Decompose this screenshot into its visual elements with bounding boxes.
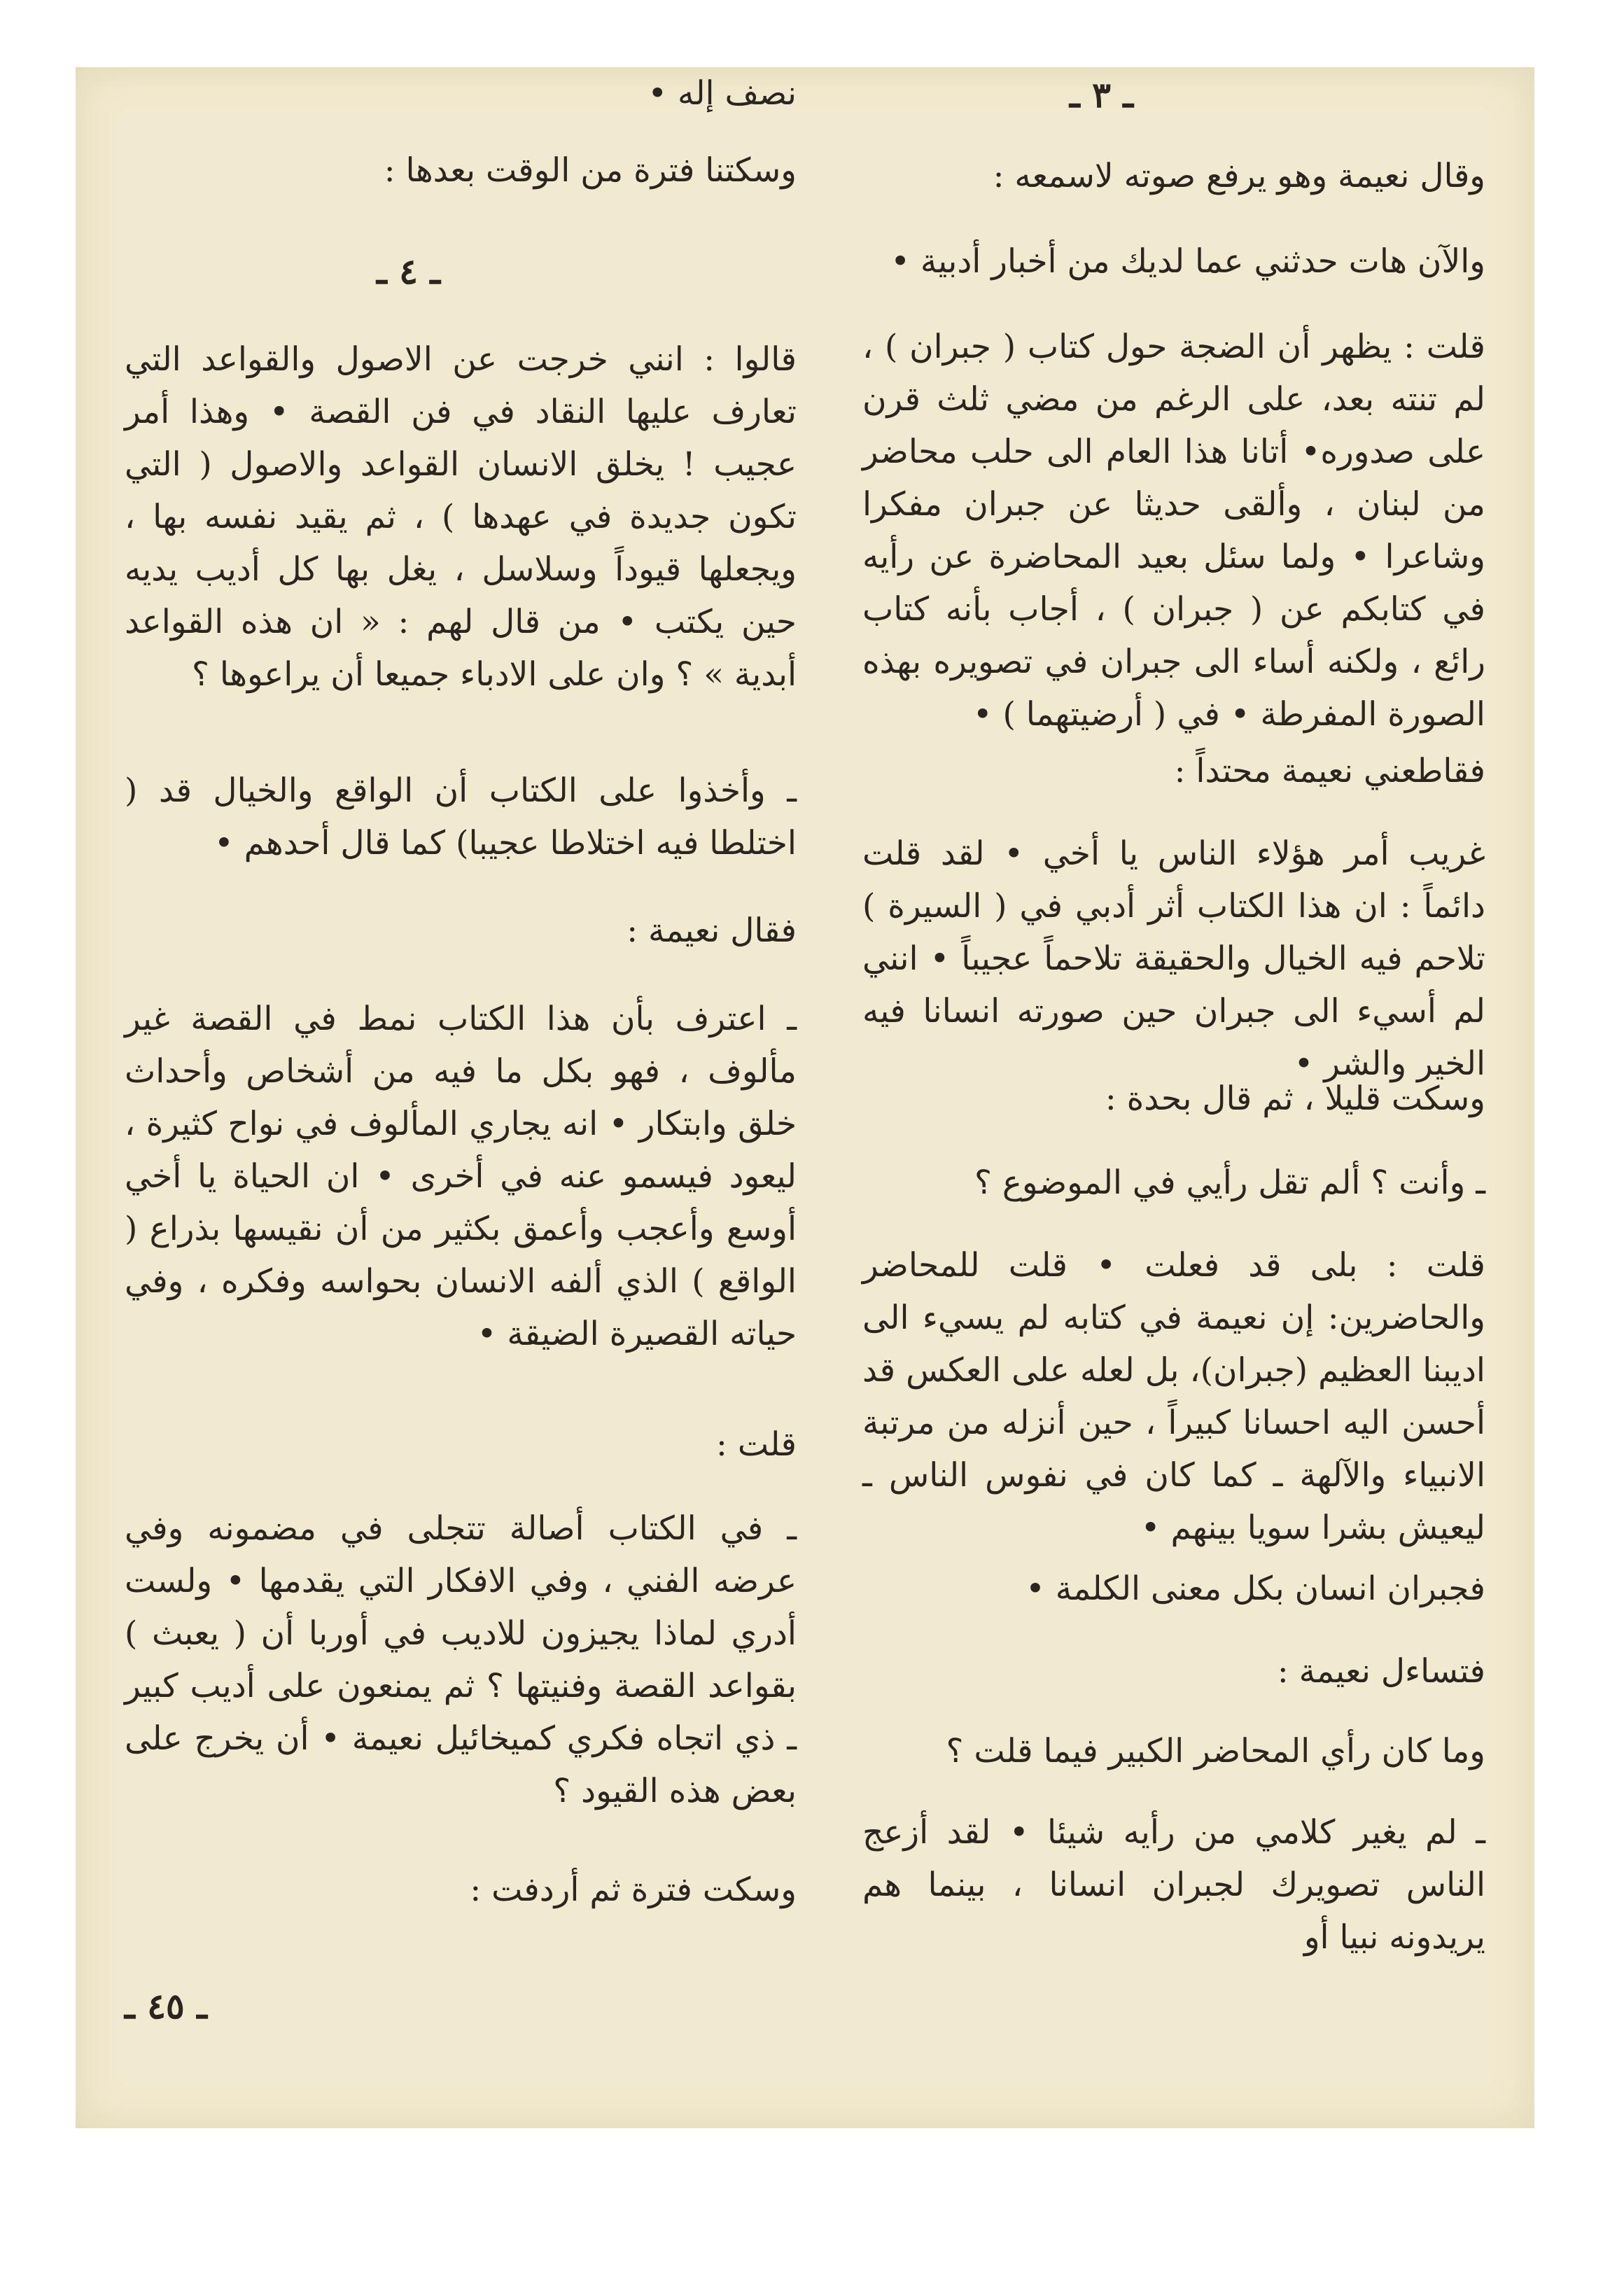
paragraph: والآن هات حدثني عما لديك من أخبار أدبية • bbox=[890, 242, 1485, 281]
paragraph: فقاطعني نعيمة محتداً : bbox=[1174, 752, 1485, 790]
chapter-number: ـ ٣ ـ bbox=[1070, 74, 1133, 116]
paragraph: غريب أمر هؤلاء الناس يا أخي • لقد قلت دائماً : ان هذا الكتاب أثر أدبي في ( السيرة ) تلاحم فيه الخيال والحقيقة تلاحماً عجيباً • انني لم أسيء الى جبران حين صورته انسانا فيه الخير والشر • bbox=[862, 834, 1485, 1083]
paragraph: فجبران انسان بكل معنى الكلمة • bbox=[1026, 1570, 1485, 1608]
paragraph: ـ وأنت ؟ ألم تقل رأيي في الموضوع ؟ bbox=[974, 1164, 1485, 1202]
paragraph: وسكت فترة ثم أردفت : bbox=[470, 1871, 797, 1909]
paragraph: قلت : يظهر أن الضجة حول كتاب ( جبران ) ، لم تنته بعد، على الرغم من مضي ثلث قرن على صدوره• أتانا هذا العام الى حلب محاضر من لبنان ، وألقى حديثا عن جبران مفكرا وشاعرا • ولما سئل بعيد المحاضرة عن رأيه في كتابكم عن ( جبران ) ، أجاب بأنه كتاب رائع ، ولكنه أساء الى جبران في تصويره بهذه الصورة المفرطة • في ( أرضيتهما ) • bbox=[862, 328, 1485, 734]
section-number: ـ ٤ ـ bbox=[377, 251, 440, 292]
page-folio: ـ ٤٥ ـ bbox=[125, 1985, 207, 2027]
paragraph: قلت : بلى قد فعلت • قلت للمحاضر والحاضرين: إن نعيمة في كتابه لم يسيء الى اديبنا العظيم (جبران)، بل لعله على العكس قد أحسن اليه احسانا كبيراً ، حين أنزله من مرتبة الانبياء والآلهة ـ كما كان في نفوس الناس ـ ليعيش بشرا سويا بينهم • bbox=[862, 1246, 1485, 1547]
left-column bbox=[76, 67, 818, 2128]
paragraph: ـ وأخذوا على الكتاب أن الواقع والخيال قد ( اختلطا فيه اختلاطا عجيبا) كما قال أحدهم • bbox=[125, 771, 797, 862]
paragraph: قلت : bbox=[716, 1425, 797, 1464]
paragraph: فتساءل نعيمة : bbox=[1277, 1652, 1485, 1691]
paragraph: قالوا : انني خرجت عن الاصول والقواعد التي تعارف عليها النقاد في فن القصة • وهذا أمر عجيب ! يخلق الانسان القواعد والاصول ( التي تكون جديدة في عهدها ) ، ثم يقيد نفسه بها ، ويجعلها قيوداً وسلاسل ، يغل بها كل أديب يديه حين يكتب • من قال لهم : « ان هذه القواعد أبدية » ؟ وان على الادباء جميعا أن يراعوها ؟ bbox=[125, 340, 797, 694]
right-column bbox=[839, 67, 1534, 2128]
paragraph: فقال نعيمة : bbox=[626, 911, 797, 950]
paragraph: وسكتنا فترة من الوقت بعدها : bbox=[384, 151, 797, 190]
paragraph: ـ في الكتاب أصالة تتجلى في مضمونه وفي عرضه الفني ، وفي الافكار التي يقدمها • ولست أدري لماذا يجيزون للاديب في أوربا أن ( يعبث ) بقواعد القصة وفنيتها ؟ ثم يمنعون على أديب كبير ـ ذي اتجاه فكري كميخائيل نعيمة • أن يخرج على بعض هذه القيود ؟ bbox=[125, 1509, 797, 1810]
paragraph: ـ اعترف بأن هذا الكتاب نمط في القصة غير مألوف ، فهو بكل ما فيه من أشخاص وأحداث خلق وابتكار • انه يجاري المألوف في نواح كثيرة ، ليعود فيسمو عنه في أخرى • ان الحياة يا أخي أوسع وأعجب وأعمق بكثير من أن نقيسها بذراع ( الواقع ) الذي ألفه الانسان بحواسه وفكره ، وفي حياته القصيرة الضيقة • bbox=[125, 1000, 797, 1353]
paragraph: ـ لم يغير كلامي من رأيه شيئا • لقد أزعج الناس تصويرك لجبران انسانا ، بينما هم يريدونه نبيا أو bbox=[862, 1813, 1485, 1957]
paragraph: وسكت قليلا ، ثم قال بحدة : bbox=[1105, 1079, 1485, 1118]
paragraph: وقال نعيمة وهو يرفع صوته لاسمعه : bbox=[993, 157, 1485, 195]
book-page bbox=[76, 67, 1534, 2128]
paragraph: نصف إله • bbox=[648, 74, 797, 113]
paragraph: وما كان رأي المحاضر الكبير فيما قلت ؟ bbox=[946, 1732, 1485, 1770]
